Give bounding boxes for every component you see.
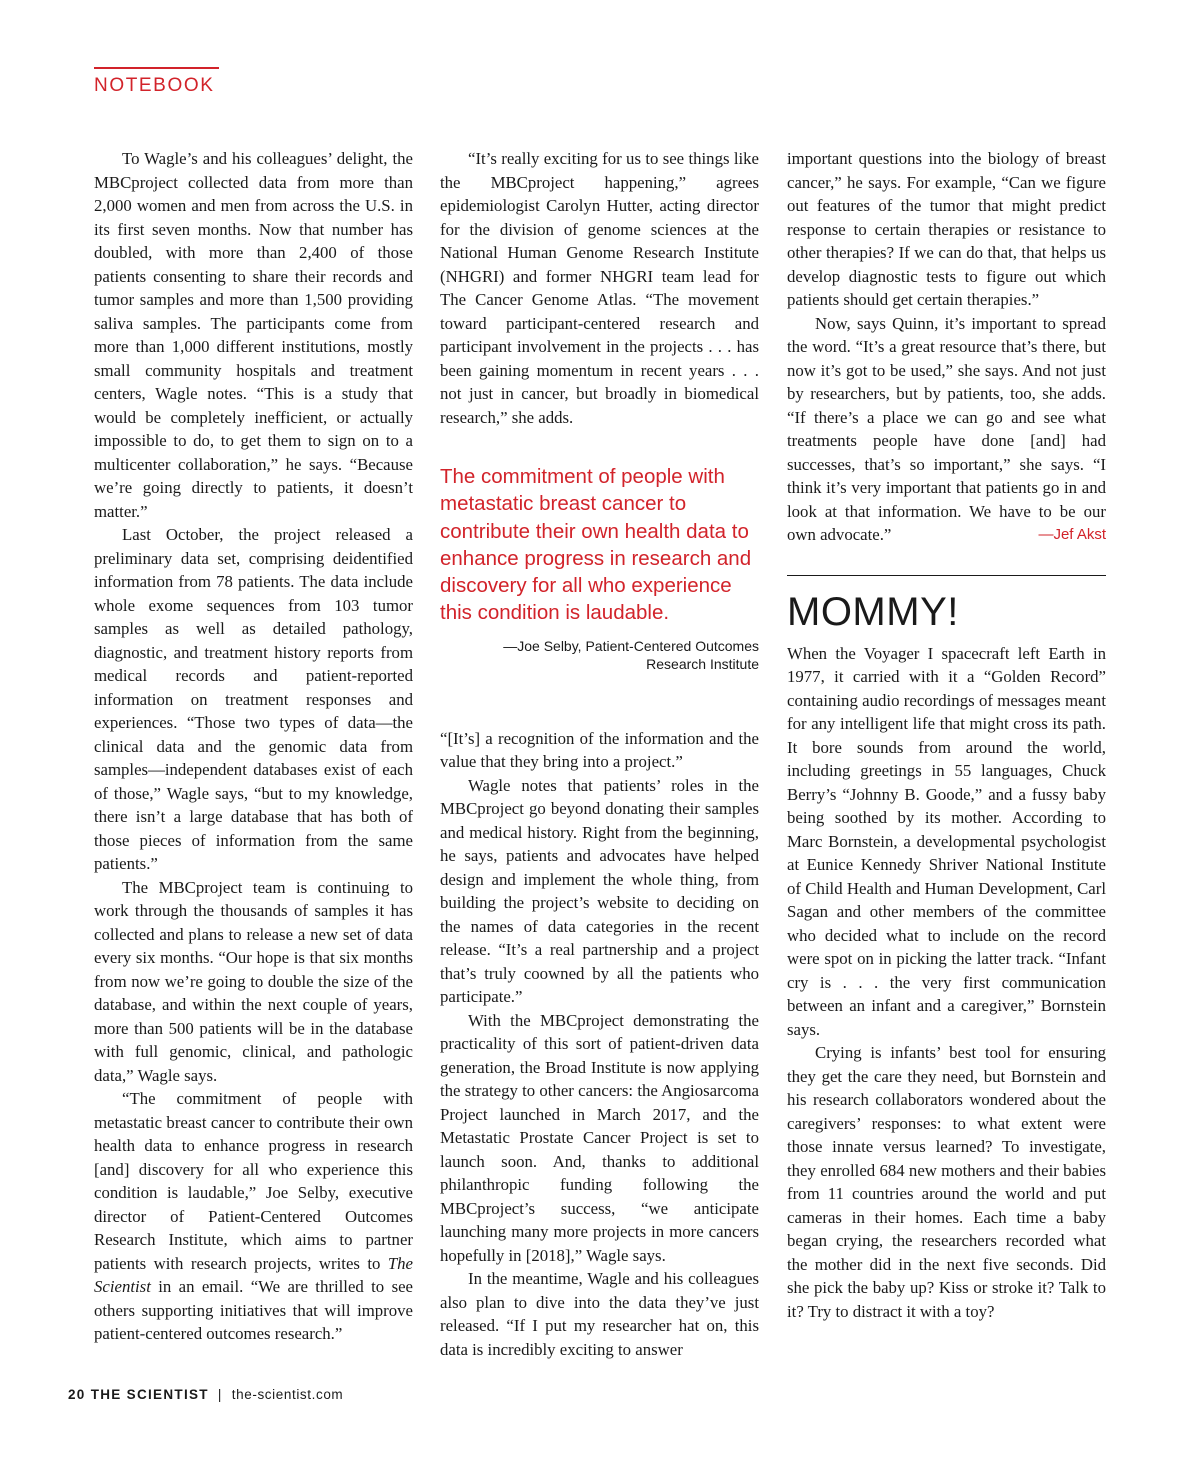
author-signature: —Jef Akst: [1038, 526, 1106, 543]
attribution-line: —Joe Selby, Patient-Centered Outcomes: [503, 637, 759, 654]
paragraph: When the Voyager I spacecraft left Earth in 1977, it carried with it a “Golden Record” containing audio recordings of messages meant for any intelligent life that might cross its path. It bore sounds from around the world, including greetings in 55 languages, Chuck Berry’s “Johnny B. Goode,” and a fussy baby being soothed by its mother. According to Marc Bornstein, a developmental psychologist at Eunice Kennedy Shriver National Institute of Child Health and Human Development, Carl Sagan and other members of the committee who decided what to include on the record were spot on in picking the latter track. “Infant cry is . . . the very first communication between an infant and a caregiver,” Bornstein says.: [787, 643, 1106, 1039]
page-number: 20: [68, 1387, 86, 1402]
paragraph: The MBCproject team is continuing to work through the thousands of samples it has collected and plans to release a new set of data every six months. “Our hope is that six months from now we’re going to double the size of the database, and within the next couple of years, more than 500 patients will be in the database with full genomic, clinical, and pathologic data,” Wagle says.: [94, 877, 413, 1085]
paragraph-text: “The commitment of people with metastatic breast cancer to contribute their own health data to enhance progress in research [and] discovery for all who experience this condition is laudable,” Joe Selby, executive director of Patient-Centered Outcomes Research Institute, which aims to partner patients with research projects, writes to: [94, 1089, 413, 1273]
attribution-line: Research Institute: [646, 655, 759, 672]
section-divider: [787, 575, 1106, 576]
section-label: NOTEBOOK: [94, 75, 215, 96]
paragraph: In the meantime, Wagle and his colleagues also plan to dive into the data they’ve just released. “If I put my researcher hat on, this data is incredibly exciting to answer: [440, 1269, 759, 1359]
paragraph-text: in an email. “We are thrilled to see others supporting initiatives that will improve patient-centered outcomes research.”: [94, 1277, 413, 1343]
article-column-2: [440, 147, 759, 1361]
paragraph: Last October, the project released a preliminary data set, comprising deidentified information from 78 patients. The data include whole exome sequences from 103 tumor samples as well as detailed pathology, diagnostic, and treatment history reports from medical records and patient-reported information on treatment responses and experiences. “Those two types of data—the clinical data and the genomic data from samples—independent databases exist of each of those,” Wagle says, “but to my knowledge, there isn’t a large database that has both of those pieces of information from the same patients.”: [94, 525, 413, 873]
section-rule: [94, 67, 219, 69]
website-url: the-scientist.com: [231, 1387, 344, 1402]
paragraph: [787, 312, 1106, 547]
paragraph: “[It’s] a recognition of the information and the value that they bring into a project.”: [440, 728, 759, 772]
pull-quote-attribution: [440, 637, 759, 673]
article-column-3: [787, 147, 1106, 1323]
paragraph: [94, 1087, 413, 1346]
paragraph: important questions into the biology of breast cancer,” he says. For example, “Can we figure out features of the tumor that might predict response to certain therapies or resistance to other therapies? If we can do that, that helps us develop diagnostic tests to figure out which patients should get certain therapies.”: [787, 149, 1106, 309]
paragraph: To Wagle’s and his colleagues’ delight, the MBCproject collected data from more than 2,000 women and men from across the U.S. in its first seven months. Now that number has doubled, with more than 2,400 of those patients consenting to share their records and tumor samples and more than 1,500 providing saliva samples. The participants come from more than 1,000 different institutions, mostly small community hospitals and treatment centers, Wagle notes. “This is a study that would be completely inefficient, or actually impossible to do, to get them to sign on to a multicenter collaboration,” he says. “Because we’re going directly to patients, it doesn’t matter.”: [94, 149, 413, 521]
footer-separator: |: [217, 1387, 223, 1402]
paragraph: “It’s really exciting for us to see things like the MBCproject happening,” agrees epidemiologist Carolyn Hutter, acting director for the division of genome sciences at the National Human Genome Research Institute (NHGRI) and former NHGRI team lead for The Cancer Genome Atlas. “The movement toward participant-centered research and participant involvement in the projects . . . has been gaining momentum in recent years . . . not just in cancer, but broadly in biomedical research,” she adds.: [440, 149, 759, 427]
page-footer: [68, 1387, 343, 1402]
article-column-1: [94, 147, 413, 1346]
pull-quote: The commitment of people with metastatic breast cancer to contribute their own health data to enhance progress in research and discovery for all who experience this condition is laudable.: [440, 465, 752, 625]
publication-title: THE SCIENTIST: [90, 1387, 209, 1402]
publication-name: The Scientist: [94, 1253, 413, 1296]
paragraph: Wagle notes that patients’ roles in the MBCproject go beyond donating their samples and medical history. Right from the beginning, he says, patients and advocates have helped design and implement the whole thing, from building the project’s website to deciding on the names of data categories in the recent release. “It’s a real partnership and a project that’s truly coowned by all the patients who participate.”: [440, 775, 759, 1007]
article-headline: MOMMY!: [787, 589, 959, 634]
paragraph: Crying is infants’ best tool for ensuring they get the care they need, but Bornstein and his research collaborators wondered about the caregivers’ responses: to what extent were those innate versus learned? To investigate, they enrolled 684 new mothers and their babies from 11 countries around the world and put cameras in their homes. Each time a baby began crying, the researchers recorded what the mother did in the next five seconds. Did she pick the baby up? Kiss or stroke it? Talk to it? Try to distract it with a toy?: [787, 1043, 1106, 1321]
paragraph: With the MBCproject demonstrating the practicality of this sort of patient-driven data generation, the Broad Institute is now applying the strategy to other cancers: the Angiosarcoma Project launched in March 2017, and the Metastatic Prostate Cancer Project is set to launch soon. And, thanks to additional philanthropic funding following the MBCproject’s success, “we anticipate launching many more projects in more cancers hopefully in [2018],” Wagle says.: [440, 1010, 759, 1265]
paragraph-text: Now, says Quinn, it’s important to spread the word. “It’s a great resource that’s there, but now it’s got to be used,” she says. And not just by researchers, but by patients, too, she adds. “If there’s a place we can go and see what treatments people have done [and] had successes, that’s so important,” she says. “I think it’s very important that patients go in and look at that information. We have to be our own advocate.”: [787, 313, 1106, 544]
